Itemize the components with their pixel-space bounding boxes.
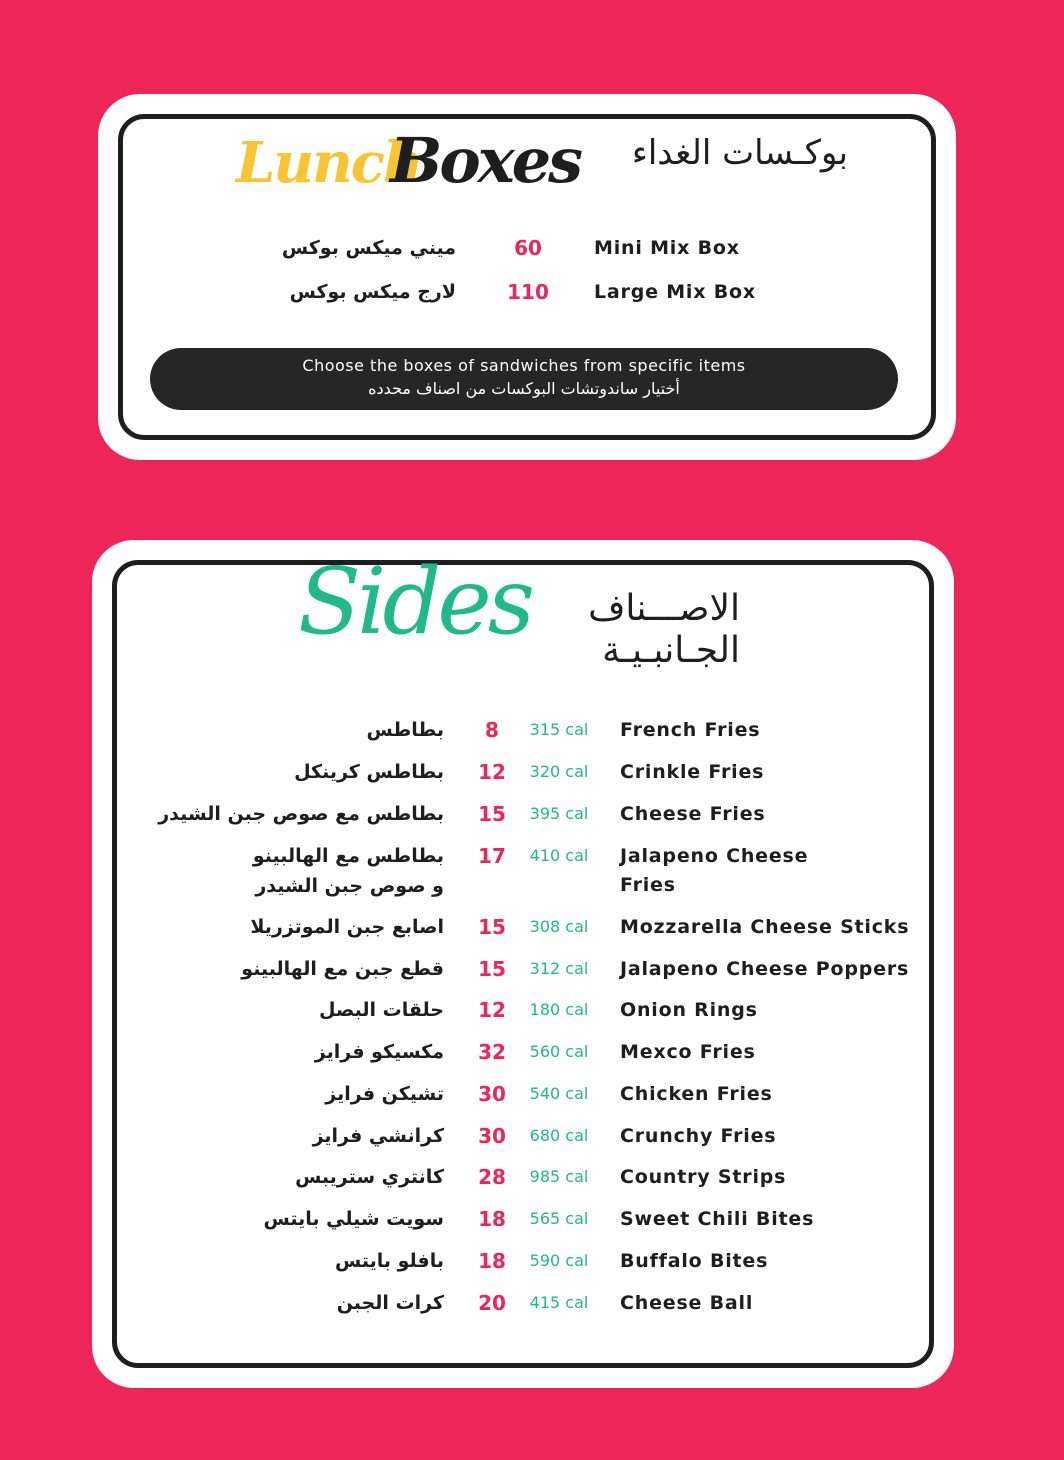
- item-arabic: قطع جبن مع الهالبينو: [241, 958, 444, 980]
- list-item: [92, 996, 954, 1036]
- item-calories: 395 cal: [529, 804, 589, 823]
- sides-arabic-title-line2: الجـانبـيـة: [602, 630, 740, 671]
- lunch-boxes-card: [98, 94, 956, 460]
- item-arabic: كانتري ستريبس: [295, 1166, 444, 1188]
- sides-script-title: Sides: [298, 548, 531, 655]
- item-arabic: بطاطس كرينكل: [294, 761, 444, 783]
- item-arabic: ميني ميكس بوكس: [281, 237, 456, 259]
- list-item: [98, 278, 956, 318]
- item-arabic-line2: و صوص جبن الشيدر: [255, 875, 444, 897]
- item-calories: 590 cal: [529, 1251, 589, 1270]
- item-english: Chicken Fries: [620, 1083, 773, 1105]
- list-item: [92, 955, 954, 995]
- item-arabic: بطاطس: [366, 719, 444, 741]
- item-english: Mini Mix Box: [594, 237, 740, 259]
- item-price: 20: [478, 1291, 506, 1315]
- boxes-note-banner: [150, 348, 898, 410]
- item-english: Buffalo Bites: [620, 1250, 769, 1272]
- item-calories: 415 cal: [529, 1293, 589, 1312]
- boxes-script-title: Boxes: [390, 124, 581, 197]
- item-price: 110: [507, 280, 549, 304]
- list-item: [92, 1080, 954, 1120]
- item-english: Cheese Fries: [620, 803, 766, 825]
- item-arabic: سويت شيلي بايتس: [263, 1208, 444, 1230]
- sides-arabic-title-line1: الاصـــناف: [588, 588, 740, 629]
- item-english: Onion Rings: [620, 999, 758, 1021]
- item-english: Mexco Fries: [620, 1041, 756, 1063]
- item-price: 60: [514, 236, 542, 260]
- item-english: Crunchy Fries: [620, 1125, 777, 1147]
- item-price: 30: [478, 1124, 506, 1148]
- item-price: 18: [478, 1207, 506, 1231]
- list-item: [92, 842, 954, 897]
- item-price: 15: [478, 802, 506, 826]
- item-english: Crinkle Fries: [620, 761, 765, 783]
- item-arabic: بطاطس مع الهالبينو: [252, 845, 444, 867]
- item-price: 28: [478, 1165, 506, 1189]
- list-item: [92, 1163, 954, 1203]
- list-item: [92, 758, 954, 798]
- item-arabic: كرانشي فرايز: [312, 1125, 444, 1147]
- list-item: [92, 1289, 954, 1329]
- lunch-arabic-title: بوكـسات الغداء: [631, 133, 848, 173]
- item-calories: 180 cal: [529, 1000, 589, 1019]
- item-english: Jalapeno Cheese: [620, 845, 809, 867]
- item-english: Sweet Chili Bites: [620, 1208, 815, 1230]
- item-calories: 985 cal: [529, 1167, 589, 1186]
- item-english: Country Strips: [620, 1166, 787, 1188]
- item-price: 17: [478, 844, 506, 868]
- item-price: 30: [478, 1082, 506, 1106]
- list-item: [92, 800, 954, 840]
- list-item: [92, 913, 954, 953]
- item-price: 15: [478, 957, 506, 981]
- lunch-script-title: Lunch: [236, 130, 422, 196]
- note-english: Choose the boxes of sandwiches from specific items: [302, 356, 746, 375]
- item-arabic: بطاطس مع صوص جبن الشيدر: [158, 803, 444, 825]
- item-english: Large Mix Box: [594, 281, 756, 303]
- item-price: 12: [478, 998, 506, 1022]
- item-calories: 320 cal: [529, 762, 589, 781]
- item-calories: 315 cal: [529, 720, 589, 739]
- list-item: [98, 234, 956, 274]
- item-calories: 540 cal: [529, 1084, 589, 1103]
- item-price: 12: [478, 760, 506, 784]
- sides-card: [92, 540, 954, 1388]
- item-english: Mozzarella Cheese Sticks: [620, 916, 910, 938]
- item-arabic: بافلو بايتس: [334, 1250, 444, 1272]
- item-price: 18: [478, 1249, 506, 1273]
- item-arabic: مكسيكو فرايز: [314, 1041, 444, 1063]
- item-calories: 680 cal: [529, 1126, 589, 1145]
- item-english: Cheese Ball: [620, 1292, 754, 1314]
- item-calories: 565 cal: [529, 1209, 589, 1228]
- item-arabic: كرات الجبن: [336, 1292, 444, 1314]
- item-price: 15: [478, 915, 506, 939]
- list-item: [92, 1038, 954, 1078]
- list-item: [92, 1205, 954, 1245]
- item-calories: 410 cal: [529, 846, 589, 865]
- item-arabic: حلقات البصل: [318, 999, 444, 1021]
- item-english-line2: Fries: [620, 874, 676, 896]
- item-price: 32: [478, 1040, 506, 1064]
- item-calories: 312 cal: [529, 959, 589, 978]
- item-english: Jalapeno Cheese Poppers: [620, 958, 910, 980]
- list-item: [92, 1247, 954, 1287]
- item-calories: 308 cal: [529, 917, 589, 936]
- item-arabic: لارج ميكس بوكس: [289, 281, 456, 303]
- item-arabic: اصابع جبن الموتزريلا: [250, 916, 444, 938]
- item-arabic: تشيكن فرايز: [325, 1083, 444, 1105]
- list-item: [92, 1122, 954, 1162]
- item-price: 8: [485, 718, 499, 742]
- list-item: [92, 716, 954, 756]
- note-arabic: أختيار ساندوتشات البوكسات من اصناف محدده: [368, 379, 680, 398]
- item-calories: 560 cal: [529, 1042, 589, 1061]
- item-english: French Fries: [620, 719, 761, 741]
